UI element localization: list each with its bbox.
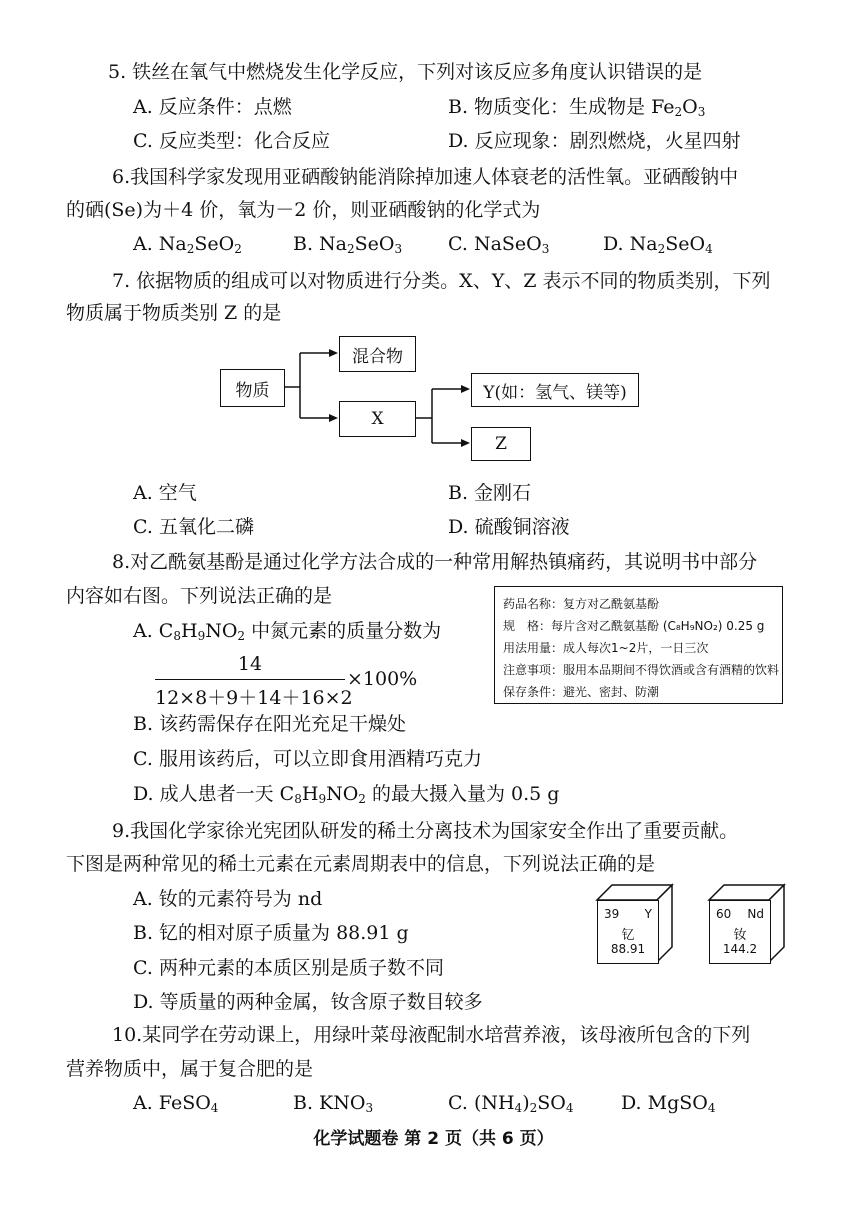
- q6-option-a: A. $Na_2SeO_2$: [133, 233, 242, 256]
- q9-stem-line2: 下图是两种常见的稀土元素在元素周期表中的信息，下列说法正确的是: [66, 853, 656, 875]
- q6-stem-line1: 6.我国科学家发现用亚硒酸钠能消除掉加速人体衰老的活性氧。亚硒酸钠中: [112, 166, 739, 188]
- q5-option-c: C. 反应类型：化合反应: [133, 130, 330, 152]
- q9-stem-line1: 9.我国化学家徐光宪团队研发的稀土分离技术为国家安全作出了重要贡献。: [112, 820, 739, 842]
- q7-stem-line1: 7. 依据物质的组成可以对物质进行分类。X、Y、Z 表示不同的物质类别，下列: [112, 270, 771, 292]
- atomic-mass: 144.2: [722, 942, 758, 956]
- q10-option-d: D. MgSO$_4$: [621, 1092, 716, 1115]
- q8-option-d: D. 成人患者一天 $C_8H_9NO_2$ 的最大摄入量为 0.5 g: [133, 783, 560, 806]
- q6-stem-line2: 的硒(Se)为＋4 价，氧为－2 价，则亚硒酸钠的化学式为: [66, 199, 541, 221]
- q8-stem-line2: 内容如右图。下列说法正确的是: [66, 585, 333, 607]
- q6-option-b: B. $Na_2SeO_3$: [293, 233, 403, 256]
- q10-option-b: B. $KNO_3$: [293, 1092, 374, 1115]
- element-symbol: Nd: [747, 907, 764, 921]
- element-name: 钕: [733, 928, 747, 943]
- diagram-node-x: X: [339, 401, 416, 437]
- q9-option-c: C. 两种元素的本质区别是质子数不同: [133, 957, 444, 979]
- medicine-name: 药品名称：复方对乙酰氨基酚: [503, 597, 660, 611]
- q5-stem: 5. 铁丝在氧气中燃烧发生化学反应，下列对该反应多角度认识错误的是: [108, 61, 703, 83]
- medicine-notes: 注意事项：服用本品期间不得饮酒或含有酒精的饮料: [503, 663, 780, 677]
- q10-option-a: A. FeSO$_4$: [133, 1092, 219, 1115]
- element-symbol: Y: [644, 907, 652, 921]
- q9-option-a: A. 钕的元素符号为 nd: [133, 888, 323, 910]
- element-name: 钇: [621, 928, 635, 943]
- page-footer: 化学试题卷 第 2 页（共 6 页）: [313, 1129, 554, 1149]
- q10-stem-line2: 营养物质中，属于复合肥的是: [66, 1058, 314, 1080]
- q9-option-b: B. 钇的相对原子质量为 88.91 g: [133, 922, 409, 944]
- q5-option-a: A. 反应条件：点燃: [133, 96, 292, 118]
- atomic-number: 39: [604, 907, 620, 921]
- element-card-yttrium: [597, 900, 659, 964]
- atomic-number: 60: [716, 907, 732, 921]
- q6-option-c: C. NaSeO$_3$: [448, 233, 550, 256]
- q7-stem-line2: 物质属于物质类别 Z 的是: [66, 302, 282, 324]
- diagram-node-substance: 物质: [220, 369, 285, 407]
- q8-option-b: B. 该药需保存在阳光充足干燥处: [133, 713, 407, 735]
- q10-stem-line1: 10.某同学在劳动课上，用绿叶菜母液配制水培营养液，该母液所包含的下列: [112, 1024, 751, 1046]
- q7-option-d: D. 硫酸铜溶液: [448, 516, 570, 538]
- fraction-numerator: 14: [237, 653, 263, 675]
- medicine-usage: 用法用量：成人每次1~2片，一日三次: [503, 641, 709, 655]
- diagram-node-y: Y(如：氢气、镁等): [471, 373, 639, 407]
- atomic-mass: 88.91: [610, 942, 646, 956]
- medicine-spec: 规 格：每片含对乙酰氨基酚 (C₈H₉NO₂) 0.25 g: [503, 619, 765, 633]
- q8-option-c: C. 服用该药后，可以立即食用酒精巧克力: [133, 748, 482, 770]
- q9-option-d: D. 等质量的两种金属，钕含原子数目较多: [133, 991, 483, 1013]
- q8-stem-line1: 8.对乙酰氨基酚是通过化学方法合成的一种常用解热镇痛药，其说明书中部分: [112, 551, 758, 573]
- diagram-node-z: Z: [471, 427, 531, 461]
- q6-option-d: D. $Na_2SeO_4$: [603, 233, 713, 256]
- fraction-percent: ×100%: [347, 668, 418, 690]
- diagram-node-mixture: 混合物: [339, 336, 416, 372]
- q5-option-d: D. 反应现象：剧烈燃烧，火星四射: [448, 130, 741, 152]
- q5-option-b: B. 物质变化：生成物是 $Fe_2O_3$: [448, 96, 706, 119]
- q7-option-a: A. 空气: [133, 482, 197, 504]
- q7-option-b: B. 金刚石: [448, 482, 532, 504]
- fraction-denominator: 12×8＋9＋14＋16×2: [155, 687, 353, 709]
- element-card-neodymium: [709, 900, 771, 964]
- q8-option-a: A. $C_8H_9NO_2$ 中氮元素的质量分数为: [133, 620, 442, 643]
- q10-option-c: C. $(NH_4)_2SO_4$: [448, 1092, 574, 1115]
- q7-option-c: C. 五氧化二磷: [133, 516, 254, 538]
- medicine-storage: 保存条件：避光、密封、防潮: [503, 685, 660, 699]
